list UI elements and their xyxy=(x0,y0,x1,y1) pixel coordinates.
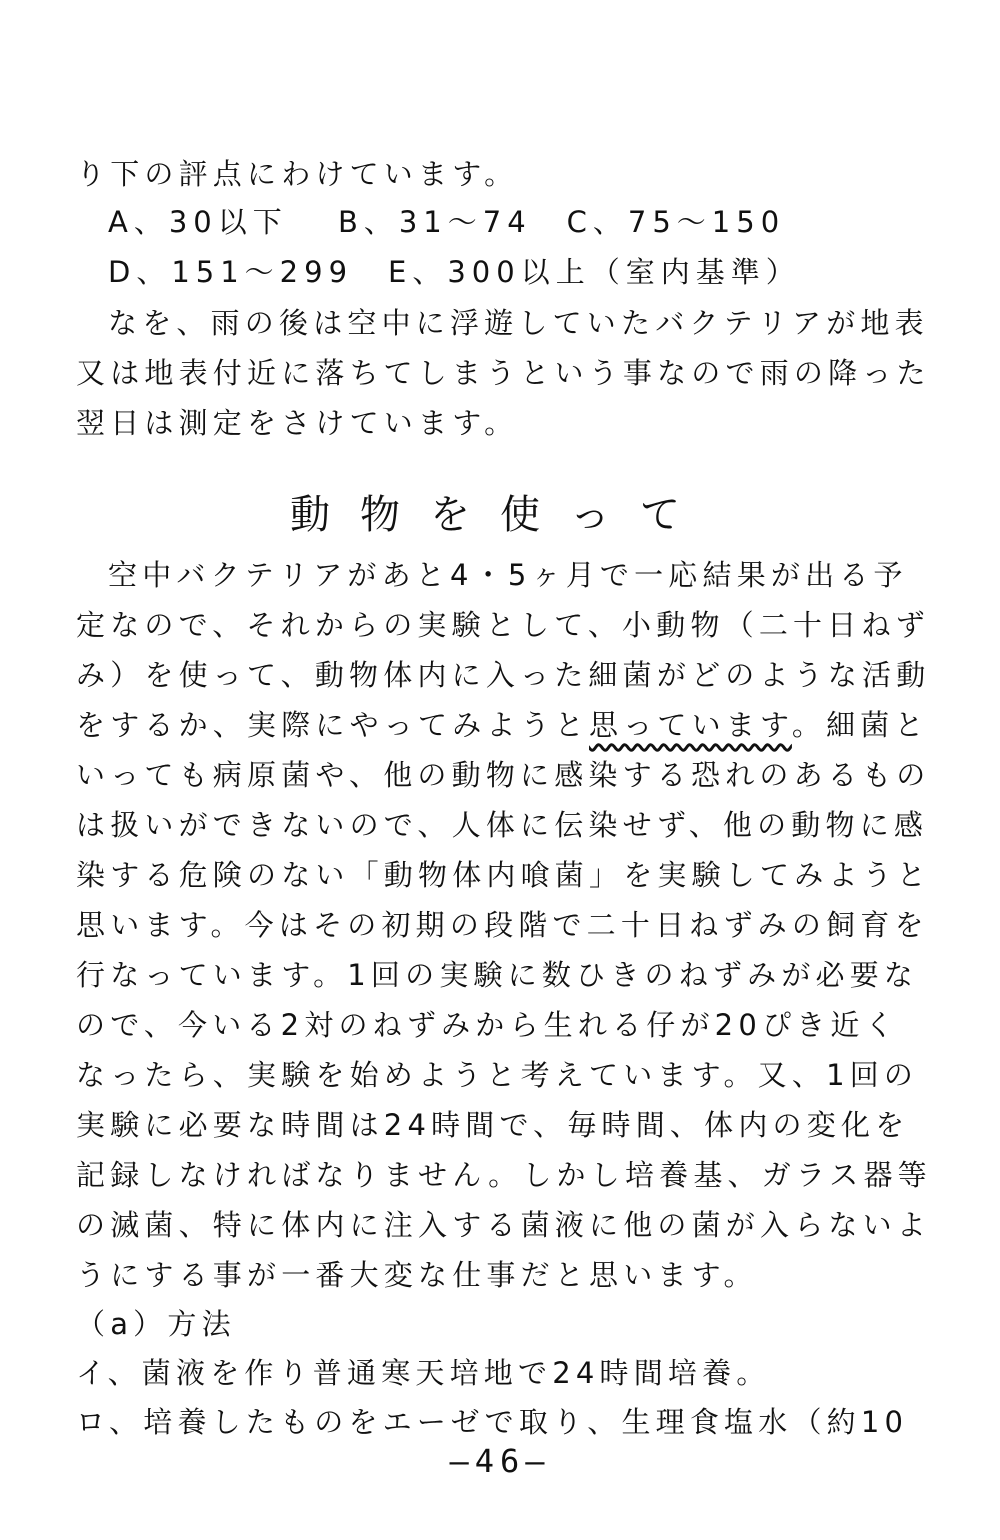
body-line: なったら、実験を始めようと考えています。又、1回の xyxy=(76,1058,919,1092)
body-line: 行なっています。1回の実験に数ひきのねずみが必要な xyxy=(76,958,919,992)
method-heading: （a）方法 xyxy=(76,1307,236,1341)
body-line: み）を使って、動物体内に入った細菌がどのような活動 xyxy=(76,658,931,692)
note-line: 翌日は測定をさけています。 xyxy=(76,406,519,440)
body-line: 記録しなければなりません。しかし培養基、ガラス器等 xyxy=(76,1158,932,1192)
body-line: いっても病原菌や、他の動物に感染する恐れのあるもの xyxy=(76,758,931,792)
page-number: —46— xyxy=(449,1442,551,1480)
body-line: 染する危険のない「動物体内喰菌」を実験してみようと xyxy=(76,858,932,892)
grades-row-2: D、151〜299 E、300以上（室内基準） xyxy=(108,255,801,289)
body-line: は扱いができないので、人体に伝染せず、他の動物に感 xyxy=(76,808,929,842)
method-step: ロ、培養したものをエーゼで取り、生理食塩水（約10 xyxy=(76,1405,909,1439)
method-step: イ、菌液を作り普通寒天培地で24時間培養。 xyxy=(76,1356,771,1390)
intro-line: り下の評点にわけています。 xyxy=(76,157,519,191)
note-line: なを、雨の後は空中に浮遊していたバクテリアが地表 xyxy=(108,306,929,340)
section-title: 動物を使って xyxy=(290,492,710,538)
body-line: の滅菌、特に体内に注入する菌液に他の菌が入らないよ xyxy=(76,1208,932,1242)
wavy-underlined-text: 思っています xyxy=(589,708,792,742)
body-line: 実験に必要な時間は24時間で、毎時間、体内の変化を xyxy=(76,1108,910,1142)
body-line: 空中バクテリアがあと4・5ヶ月で一応結果が出る予 xyxy=(108,558,908,592)
note-line: 又は地表付近に落ちてしまうという事なので雨の降った xyxy=(76,356,931,390)
body-line: ので、今いる2対のねずみから生れる仔が20ぴき近く xyxy=(76,1008,899,1042)
body-line: 定なので、それからの実験として、小動物（二十日ねず xyxy=(76,608,930,642)
body-line: 思います。今はその初期の段階で二十日ねずみの飼育を xyxy=(76,908,929,942)
body-text: をするか、実際にやってみようと xyxy=(76,708,590,742)
body-line xyxy=(76,707,929,747)
body-line: うにする事が一番大変な仕事だと思います。 xyxy=(76,1258,758,1292)
body-text: 。細菌と xyxy=(791,708,929,742)
grades-row-1: A、30以下 B、31〜74 C、75〜150 xyxy=(108,205,786,239)
